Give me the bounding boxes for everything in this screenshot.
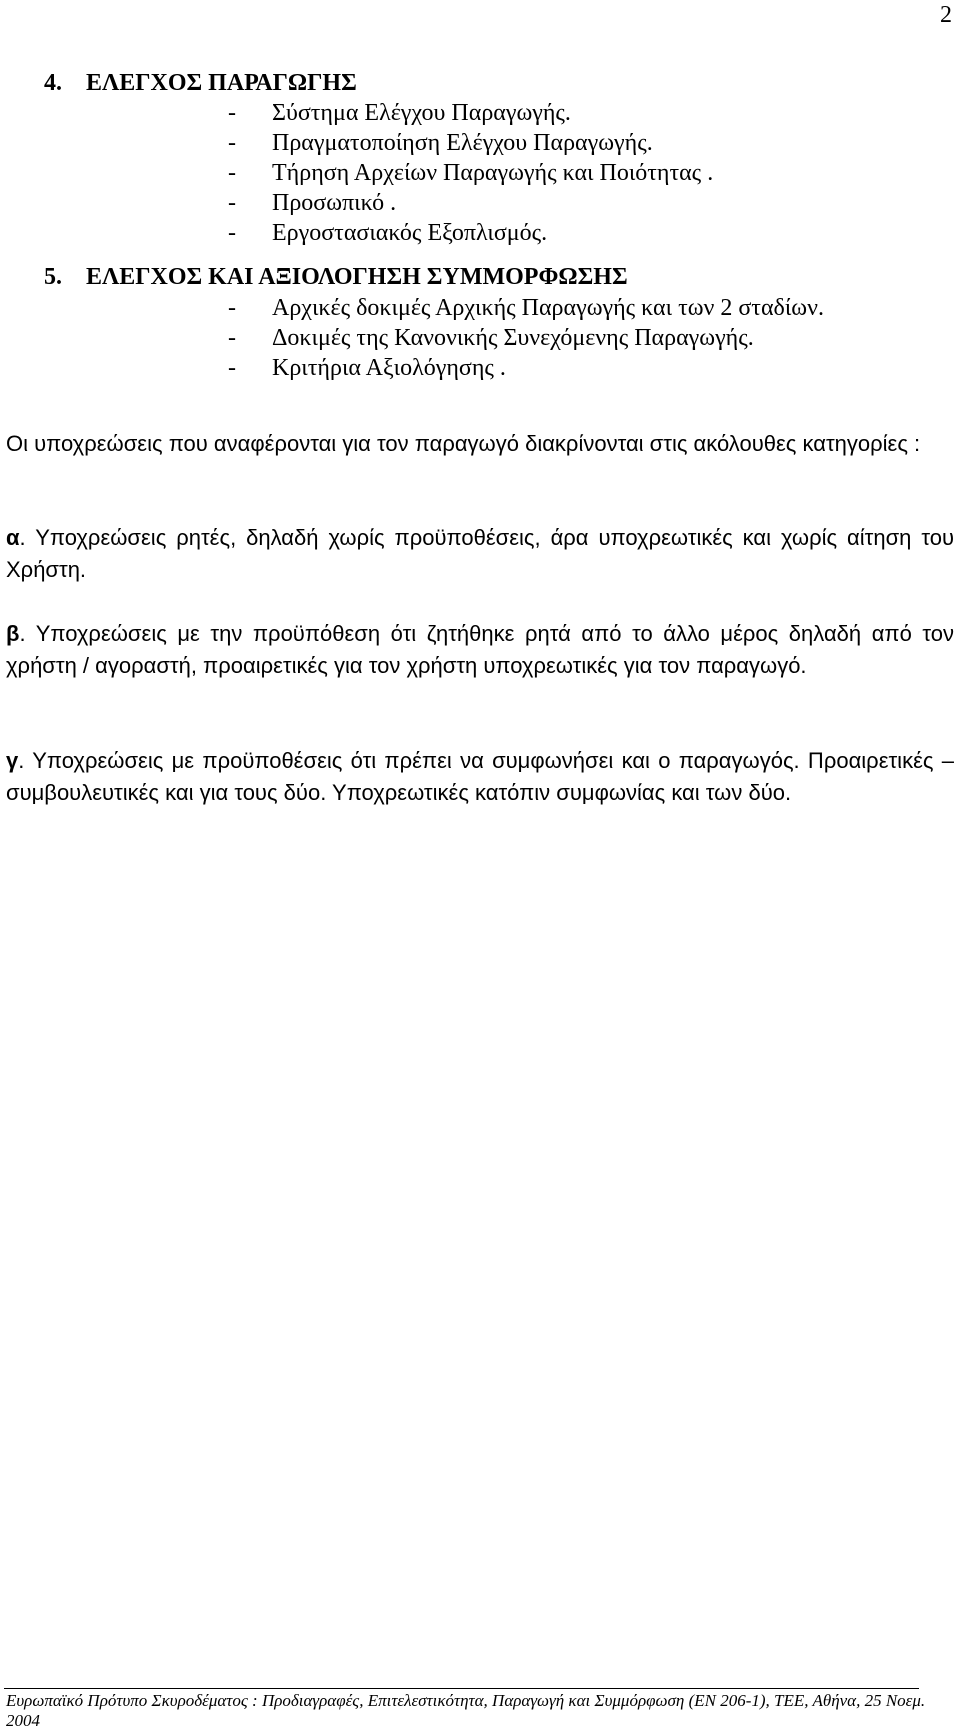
page-number: 2: [940, 2, 952, 28]
obligation-text: . Υποχρεώσεις με την προϋπόθεση ότι ζητήθηκε ρητά από το άλλο μέρος δηλαδή από τον χρήστη / αγοραστή, προαιρετικές για τον χρήστη υποχρεωτικές για τον παραγωγό.: [6, 621, 954, 678]
list-item-text: Κριτήρια Αξιολόγησης .: [272, 355, 506, 381]
obligation-text: . Υποχρεώσεις ρητές, δηλαδή χωρίς προϋποθέσεις, άρα υποχρεωτικές και χωρίς αίτηση του Χρήστη.: [6, 525, 954, 582]
list-item: [228, 128, 713, 158]
intro-paragraph: Οι υποχρεώσεις που αναφέρονται για τον παραγωγό διακρίνονται στις ακόλουθες κατηγορίες :: [6, 431, 921, 456]
obligation-letter: α: [6, 525, 20, 550]
bullet-dash: -: [228, 295, 236, 321]
list-item-text: Προσωπικό .: [272, 190, 397, 216]
list-item-text: Σύστημα Ελέγχου Παραγωγής.: [272, 100, 571, 126]
bullet-dash: -: [228, 220, 236, 246]
obligation-text: . Υποχρεώσεις με προϋποθέσεις ότι πρέπει να συμφωνήσει και ο παραγωγός. Προαιρετικές – συμβουλευτικές και για τους δύο. Υποχρεωτικές κατόπιν συμφωνίας και των δύο.: [6, 748, 954, 805]
section-heading-4: [44, 68, 357, 98]
list-item-text: Αρχικές δοκιμές Αρχικής Παραγωγής και των 2 σταδίων.: [272, 295, 824, 321]
list-item: [228, 353, 824, 383]
obligation-gamma: [6, 745, 954, 809]
obligation-alpha: [6, 522, 954, 586]
section-5-list: [228, 293, 824, 383]
bullet-dash: -: [228, 100, 236, 126]
section-heading-5: [44, 262, 628, 292]
list-item: [228, 188, 713, 218]
page-footer: Ευρωπαϊκό Πρότυπο Σκυροδέματος : Προδιαγραφές, Επιτελεστικότητα, Παραγωγή και Συμμόρφωση (ΕΝ 206-1), ΤΕΕ, Αθήνα, 25 Νοεμ. 2004: [6, 1691, 926, 1730]
section-4-list: [228, 98, 713, 248]
bullet-dash: -: [228, 190, 236, 216]
section-number: 5.: [44, 264, 62, 290]
footer-divider: [4, 1688, 919, 1689]
bullet-dash: -: [228, 325, 236, 351]
section-title: ΕΛΕΓΧΟΣ ΠΑΡΑΓΩΓΗΣ: [86, 70, 357, 96]
section-number: 4.: [44, 70, 62, 96]
bullet-dash: -: [228, 130, 236, 156]
list-item-text: Πραγματοποίηση Ελέγχου Παραγωγής.: [272, 130, 653, 156]
list-item: [228, 323, 824, 353]
obligation-beta: [6, 618, 954, 682]
list-item: [228, 218, 713, 248]
list-item-text: Δοκιμές της Κανονικής Συνεχόμενης Παραγωγής.: [272, 325, 754, 351]
obligation-letter: γ: [6, 748, 19, 773]
section-title: ΕΛΕΓΧΟΣ ΚΑΙ ΑΞΙΟΛΟΓΗΣΗ ΣΥΜΜΟΡΦΩΣΗΣ: [86, 264, 628, 290]
list-item-text: Τήρηση Αρχείων Παραγωγής και Ποιότητας .: [272, 160, 714, 186]
list-item: [228, 293, 824, 323]
list-item-text: Εργοστασιακός Εξοπλισμός.: [272, 220, 548, 246]
list-item: [228, 98, 713, 128]
bullet-dash: -: [228, 160, 236, 186]
list-item: [228, 158, 713, 188]
obligation-letter: β: [6, 621, 20, 646]
bullet-dash: -: [228, 355, 236, 381]
